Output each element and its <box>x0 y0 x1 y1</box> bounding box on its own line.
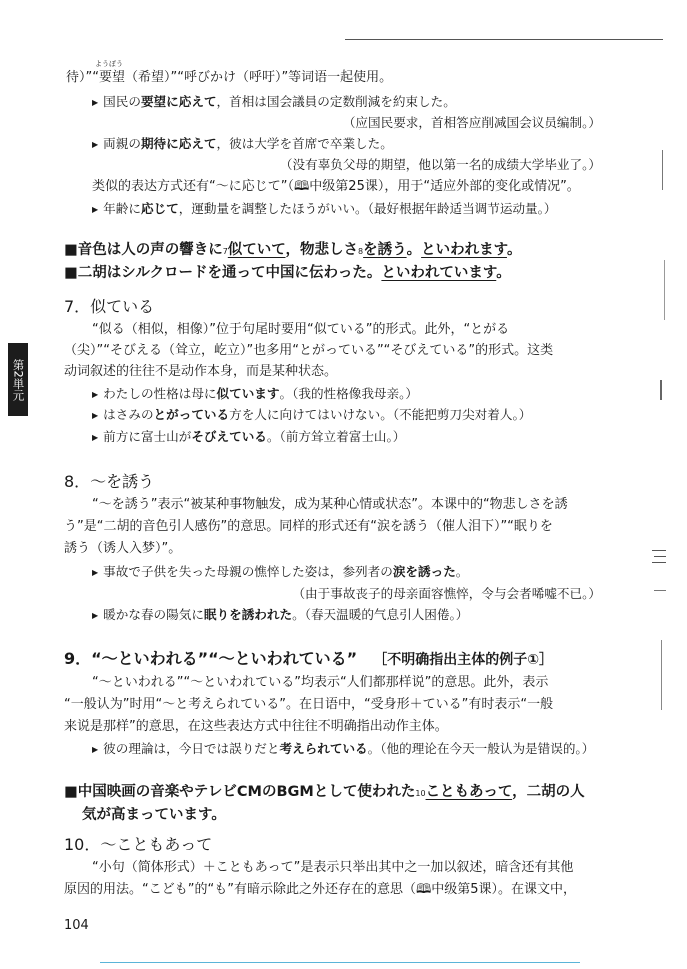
section-7-para-line-2: （尖）”“そびえる（耸立，屹立）”也多用“とがっている”“そびえている”的形式。这类 <box>64 343 554 358</box>
continuation-line: 待）”“要望（希望）”“呼びかけ（呼吁）”等词语一起使用。 <box>66 70 393 85</box>
page-number: 104 <box>64 918 89 933</box>
key-sentence-1: ■音色は人の声の響きに7似ていて，物悲しさ8を誘う。といわれます。 <box>64 242 522 258</box>
section-8-para-line-3: 誘う（诱人入梦）”。 <box>64 541 182 556</box>
unit-side-tab: 第2単元 <box>8 343 28 416</box>
triangle-bullet-icon: ▶ <box>92 433 99 442</box>
example-kotaete-2: ▶ 両親の期待に応えて，彼は大学を首席で卒業した。 <box>92 136 393 151</box>
section-7-example-3: ▶ 前方に富士山がそびえている。（前方耸立着富士山。） <box>92 429 406 444</box>
section-9-para-line-2: “一般认为”时用“〜と考えられている”。在日语中，“受身形＋ている”有时表示“一般 <box>64 697 554 712</box>
section-9-example-1: ▶ 彼の理論は，今日では誤りだと考えられている。（他的理论在今天一般认为是错误的。） <box>92 741 595 756</box>
section-8-translation-1: （由于事故丧子的母亲面容憔悴，令与会者唏嘘不已。） <box>292 586 601 601</box>
triangle-bullet-icon: ▶ <box>92 390 99 399</box>
section-9-title: 9．“〜といわれる”“〜といわれている” ［不明确指出主体的例子①］ <box>64 649 554 668</box>
section-7-example-2: ▶ はさみのとがっている方を人に向けてはいけない。（不能把剪刀尖对着人。） <box>92 407 532 422</box>
triangle-bullet-icon: ▶ <box>92 411 99 420</box>
section-10-para-line-1: “小句（简体形式）＋こともあって”是表示只举出其中之一加以叙述，暗含还有其他 <box>92 860 574 875</box>
example-kotaete-1: ▶ 国民の要望に応えて，首相は国会議員の定数削減を約束した。 <box>92 94 456 109</box>
key-sentence-2: ■二胡はシルクロードを通って中国に伝わった。といわれています。 <box>64 265 511 281</box>
section-9-para-line-3: 来说是那样”的意思，在这些表达方式中往往不明确指出动作主体。 <box>64 719 448 734</box>
section-10-title: 10．〜こともあって <box>64 835 213 854</box>
key-sentence-3-line-2: 気が高まっています。 <box>82 807 226 823</box>
section-7-example-1: ▶ わたしの性格は母に似ています。（我的性格像我母亲。） <box>92 386 418 401</box>
section-10-para-line-2: 原因的用法。“こども”的“も”有暗示除此之外还存在的意思（🕮中级第5课）。在课文中， <box>64 882 577 897</box>
section-7-title: 7．似ている <box>64 297 155 316</box>
translation-kotaete-1: （应国民要求，首相答应削减国会议员编制。） <box>342 115 601 130</box>
translation-kotaete-2: （没有辜负父母的期望，他以第一名的成绩大学毕业了。） <box>279 157 601 172</box>
header-rule <box>345 39 663 40</box>
section-7-para-line-1: “似る（相似，相像）”位于句尾时要用“似ている”的形式。此外，“とがる <box>92 322 510 337</box>
section-7-para-line-3: 动词叙述的往往不是动作本身，而是某种状态。 <box>64 364 338 379</box>
triangle-bullet-icon: ▶ <box>92 205 99 214</box>
scan-edge-marks <box>652 120 672 820</box>
triangle-bullet-icon: ▶ <box>92 611 99 620</box>
triangle-bullet-icon: ▶ <box>92 745 99 754</box>
footer-rule <box>100 962 580 963</box>
example-oujite: ▶ 年齢に応じて，運動量を調整したほうがいい。（最好根据年龄适当调节运动量。） <box>92 201 557 216</box>
section-8-para-line-1: “〜を誘う”表示“被某种事物触发，成为某种心情或状态”。本课中的“物悲しさを誘 <box>92 497 568 512</box>
ruby-yoobo: ようぼう <box>95 60 123 68</box>
triangle-bullet-icon: ▶ <box>92 98 99 107</box>
section-8-example-1: ▶ 事故で子供を失った母親の憔悴した姿は，参列者の涙を誘った。 <box>92 564 469 579</box>
triangle-bullet-icon: ▶ <box>92 140 99 149</box>
section-9-para-line-1: “〜といわれる”“〜といわれている”均表示“人们都那样说”的意思。此外，表示 <box>92 675 549 690</box>
similar-expression-note: 类似的表达方式还有“〜に応じて”（🕮中级第25课），用于“适应外部的变化或情况”。 <box>92 179 580 194</box>
section-8-para-line-2: う”是“二胡的音色引人感伤”的意思。同样的形式还有“涙を誘う（催人泪下）”“眠りを <box>64 519 553 534</box>
section-8-example-2: ▶ 暖かな春の陽気に眠りを誘われた。（春天温暖的气息引人困倦。） <box>92 607 469 622</box>
key-sentence-3-line-1: ■中国映画の音楽やテレビCMのBGMとして使われた10こともあって，二胡の人 <box>64 784 585 800</box>
section-8-title: 8．〜を誘う <box>64 472 155 491</box>
triangle-bullet-icon: ▶ <box>92 568 99 577</box>
